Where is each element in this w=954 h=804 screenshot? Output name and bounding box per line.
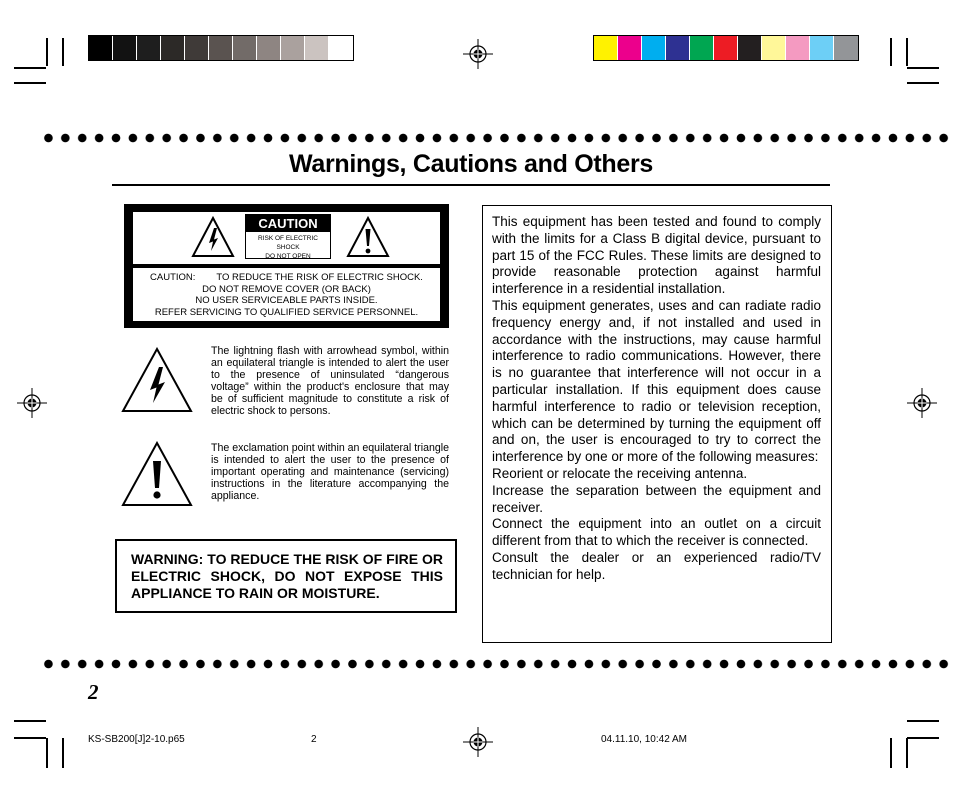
fcc-measure: Consult the dealer or an experienced radio/TV technician for help. — [492, 549, 821, 582]
caution-text-line: DO NOT REMOVE COVER (OR BACK) — [202, 283, 371, 295]
caution-text-area — [133, 268, 440, 321]
color-swatch-bar — [593, 35, 859, 61]
warning-box — [115, 539, 457, 613]
color-swatch — [281, 36, 305, 60]
color-swatch — [113, 36, 137, 60]
caution-label-panel — [124, 204, 449, 328]
page-number: 2 — [88, 680, 99, 704]
page-title: Warnings, Cautions and Others — [288, 150, 654, 178]
crop-mark — [907, 67, 939, 69]
exclamation-triangle-icon — [346, 216, 390, 258]
crop-mark — [906, 38, 908, 66]
caution-text-line: CAUTION: TO REDUCE THE RISK OF ELECTRIC SHOCK. — [150, 272, 423, 283]
dotted-separator — [40, 658, 954, 670]
caution-label-heading: CAUTION — [246, 215, 330, 232]
color-swatch — [257, 36, 281, 60]
warning-text: WARNING: TO REDUCE THE RISK OF FIRE OR ELECTRIC SHOCK, DO NOT EXPOSE THIS APPLIANCE TO RAIN OR MOISTURE. — [131, 551, 443, 601]
color-swatch — [137, 36, 161, 60]
crop-mark — [890, 738, 892, 768]
caution-symbols-area — [133, 212, 440, 264]
fcc-measure: Reorient or relocate the receiving antenna. — [492, 465, 748, 481]
crop-mark — [890, 38, 892, 66]
lightning-symbol-description: The lightning flash with arrowhead symbol, within an equilateral triangle is intended to alert the user to the presence of uninsulated “dangerous voltage” within the product's enclosure that may be of sufficient magnitude to constitute a risk of electric shock to persons. — [211, 345, 449, 417]
exclamation-symbol-description: The exclamation point within an equilateral triangle is intended to alert the user to the presence of important operating and maintenance (servicing) instructions in the literature accompanying the appliance. — [211, 442, 449, 502]
fcc-statement — [492, 214, 821, 584]
fcc-statement-box — [482, 205, 832, 643]
registration-mark-icon — [463, 727, 493, 757]
fcc-paragraph: This equipment generates, uses and can radiate radio frequency energy and, if not installed and used in accordance with the instructions, may cause harmful interference to radio communications. However, there is no guarantee that interference will not occur in a particular installation. If this equipment does cause harmful interference to radio or television reception, which can be determined by turning the equipment off and on, the user is encouraged to try to correct the interference by one or more of the following measures: — [492, 297, 821, 465]
crop-mark — [907, 737, 939, 739]
crop-mark — [14, 737, 46, 739]
color-swatch — [161, 36, 185, 60]
crop-mark — [14, 82, 46, 84]
crop-mark — [62, 38, 64, 66]
caution-label — [245, 214, 331, 259]
color-swatch — [642, 36, 666, 60]
color-swatch — [666, 36, 690, 60]
crop-mark — [14, 67, 46, 69]
dotted-separator — [40, 132, 954, 144]
crop-mark — [46, 38, 48, 66]
color-swatch — [209, 36, 233, 60]
crop-mark — [906, 738, 908, 768]
registration-mark-icon — [17, 388, 47, 418]
caution-text-line: NO USER SERVICEABLE PARTS INSIDE. — [195, 295, 378, 306]
color-swatch — [762, 36, 786, 60]
color-swatch — [834, 36, 858, 60]
footer-page: 2 — [311, 734, 317, 745]
registration-mark-icon — [907, 388, 937, 418]
color-swatch — [329, 36, 353, 60]
caution-text-line: REFER SERVICING TO QUALIFIED SERVICE PERSONNEL. — [154, 306, 419, 318]
lightning-triangle-icon — [121, 347, 193, 413]
title-underline — [112, 184, 830, 186]
gray-swatch-bar — [88, 35, 354, 61]
exclamation-triangle-icon — [121, 441, 193, 507]
registration-mark-icon — [463, 39, 493, 69]
color-swatch — [185, 36, 209, 60]
crop-mark — [14, 720, 46, 722]
color-swatch — [594, 36, 618, 60]
color-swatch — [810, 36, 834, 60]
footer-filename: KS-SB200[J]2-10.p65 — [88, 734, 185, 745]
caution-label-line: DO NOT OPEN — [265, 253, 311, 260]
color-swatch — [690, 36, 714, 60]
crop-mark — [907, 82, 939, 84]
caution-text — [133, 268, 440, 318]
fcc-measure: Increase the separation between the equipment and receiver. — [492, 482, 821, 515]
crop-mark — [62, 738, 64, 768]
crop-mark — [907, 720, 939, 722]
crop-mark — [46, 738, 48, 768]
color-swatch — [786, 36, 810, 60]
color-swatch — [89, 36, 113, 60]
fcc-measure: Connect the equipment into an outlet on a circuit different from that to which the receiver is connected. — [492, 516, 821, 549]
caution-label-line: RISK OF ELECTRIC SHOCK — [258, 235, 318, 251]
lightning-triangle-icon — [191, 216, 235, 258]
color-swatch — [618, 36, 642, 60]
fcc-paragraph: This equipment has been tested and found to comply with the limits for a Class B digital device, pursuant to part 15 of the FCC Rules. These limits are designed to provide reasonable protection against harmful interference in a residential installation. — [492, 214, 821, 297]
footer-timestamp: 04.11.10, 10:42 AM — [601, 734, 687, 745]
color-swatch — [305, 36, 329, 60]
color-swatch — [233, 36, 257, 60]
caution-label-subtext — [246, 234, 330, 261]
color-swatch — [714, 36, 738, 60]
color-swatch — [738, 36, 762, 60]
